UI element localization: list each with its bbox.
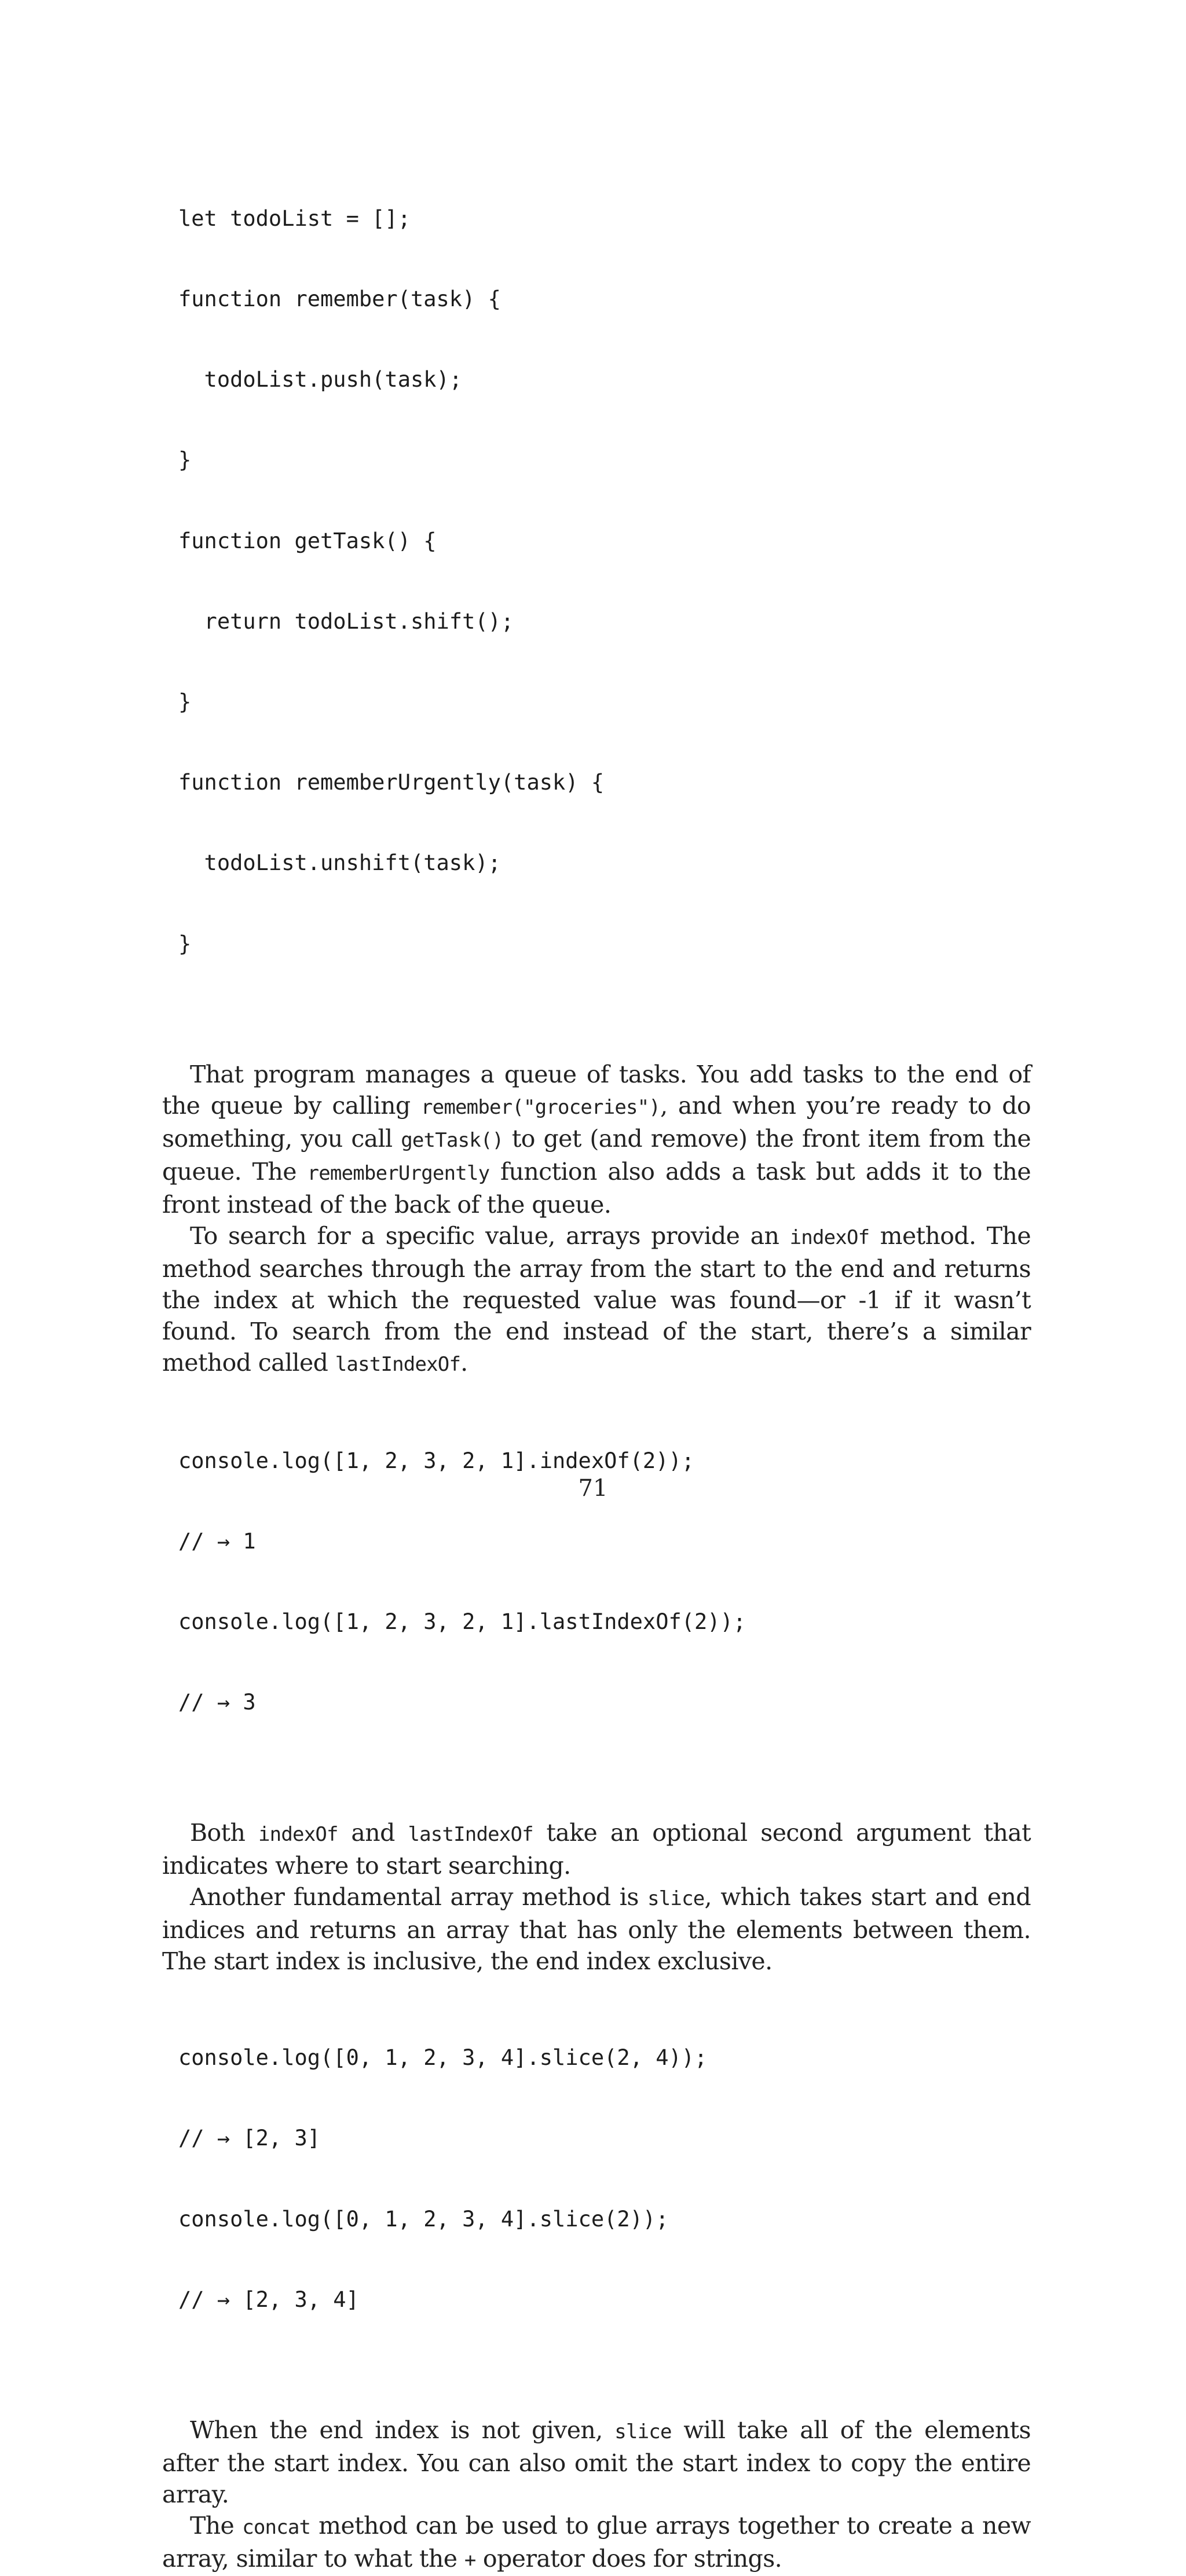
inline-code: remember("groceries") (420, 1095, 661, 1119)
paragraph-indexof: To search for a specific value, arrays provide an indexOf method. The method searches through the array from the start to the end and returns the index at which the requested value was found—or -1 if it wasn’t found. To search from the end instead of the start, there’s a similar method called lastIndexOf. (162, 1221, 1031, 1377)
inline-code: slice (614, 2420, 672, 2444)
code-line: // → 1 (178, 1528, 256, 1554)
paragraph-queue: That program manages a queue of tasks. You add tasks to the end of the queue by calling remember("groceries"), and when you’re ready to do something, you call getTask() to get (and remove) the front item from the queue. The rememberUrgently function also adds a task but adds it to the front instead of the back of the queue. (162, 1060, 1031, 1219)
paragraph-optional-argument: Both indexOf and lastIndexOf take an optional second argument that indicates where to start searching. (162, 1819, 1031, 1880)
code-line: function getTask() { (178, 528, 437, 553)
code-line: function rememberUrgently(task) { (178, 770, 605, 795)
prose-section-3 (162, 2414, 1031, 2576)
code-line: // → [2, 3, 4] (178, 2287, 359, 2312)
code-line: console.log([1, 2, 3, 2, 1].lastIndexOf(2)); (178, 1609, 746, 1635)
paragraph-slice: Another fundamental array method is slice, which takes start and end indices and returns an array that has only the elements between them. The start index is inclusive, the end index exclusive. (162, 1883, 1031, 1976)
code-line: let todoList = []; (178, 206, 411, 231)
code-line: } (178, 447, 192, 473)
inline-code: concat (242, 2516, 311, 2540)
page-body (162, 152, 1031, 2576)
code-line: function remember(task) { (178, 287, 501, 312)
prose-section-1 (162, 1059, 1031, 1380)
code-line: // → 3 (178, 1690, 256, 1715)
code-line: console.log([0, 1, 2, 3, 4].slice(2, 4)); (178, 2045, 708, 2071)
code-line: } (178, 689, 192, 715)
code-block-slice (178, 1991, 1031, 2367)
code-line: console.log([0, 1, 2, 3, 4].slice(2)); (178, 2206, 669, 2232)
code-line: todoList.unshift(task); (178, 850, 501, 876)
prose-section-2 (162, 1817, 1031, 1977)
inline-code: rememberUrgently (307, 1161, 490, 1185)
paragraph-concat: The concat method can be used to glue arrays together to create a new array, similar to what the + operator does for strings. (162, 2512, 1031, 2573)
inline-code: slice (647, 1887, 705, 1911)
page-number: 71 (578, 1475, 608, 1502)
code-line: todoList.push(task); (178, 367, 463, 392)
code-block-indexof (178, 1394, 1031, 1770)
inline-code: indexOf (789, 1225, 870, 1249)
inline-code: lastIndexOf (335, 1352, 461, 1376)
inline-code: lastIndexOf (408, 1823, 533, 1847)
code-line: // → [2, 3] (178, 2126, 321, 2151)
code-block-todo (178, 152, 1031, 1011)
inline-code: + (464, 2549, 476, 2573)
paragraph-slice-end: When the end index is not given, slice will take all of the elements after the start index. You can also omit the start index to copy the entire array. (162, 2416, 1031, 2509)
inline-code: getTask() (401, 1128, 504, 1152)
inline-code: indexOf (258, 1823, 338, 1847)
code-line: console.log([1, 2, 3, 2, 1].indexOf(2)); (178, 1448, 695, 1473)
code-line: return todoList.shift(); (178, 608, 514, 634)
code-line: } (178, 931, 192, 956)
